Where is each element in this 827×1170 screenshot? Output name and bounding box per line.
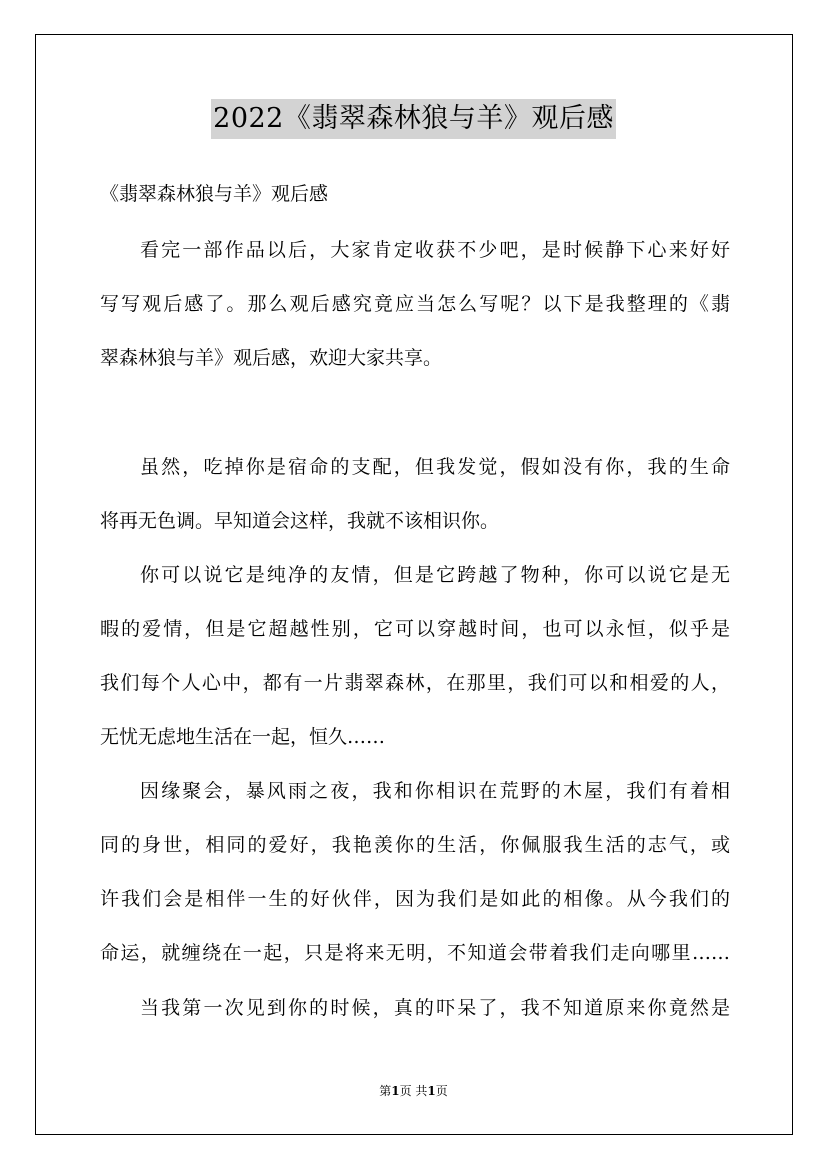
paragraph-line: 暇的爱情，但是它超越性别，它可以穿越时间，也可以永恒，似乎是 — [100, 618, 730, 640]
page-number-footer — [0, 1083, 827, 1099]
title-container — [0, 99, 827, 139]
paragraph-line: 我们每个人心中，都有一片翡翠森林，在那里，我们可以和相爱的人， — [100, 672, 730, 694]
paragraph-line: 将再无色调。早知道会这样，我就不该相识你。 — [100, 510, 500, 532]
total-page-number: 1 — [427, 1084, 436, 1098]
paragraph-line: 无忧无虑地生活在一起，恒久…… — [100, 726, 386, 748]
paragraph-line: 当我第一次见到你的时候，真的吓呆了，我不知道原来你竟然是 — [140, 997, 730, 1019]
paragraph-line: 同的身世，相同的爱好，我艳羡你的生活，你佩服我生活的志气，或 — [100, 834, 730, 856]
paragraph-line: 因缘聚会，暴风雨之夜，我和你相识在荒野的木屋，我们有着相 — [140, 780, 730, 802]
current-page-number: 1 — [391, 1084, 400, 1098]
paragraph-line: 你可以说它是纯净的友情，但是它跨越了物种，你可以说它是无 — [140, 564, 730, 586]
page-label-mid: 页 共 — [399, 1084, 428, 1098]
paragraph-line: 翠森林狼与羊》观后感，欢迎大家共享。 — [100, 347, 443, 369]
paragraph-line: 虽然，吃掉你是宿命的支配，但我发觉，假如没有你，我的生命 — [140, 456, 730, 478]
paragraph-line: 许我们会是相伴一生的好伙伴，因为我们是如此的相像。从今我们的 — [100, 888, 730, 910]
paragraph-line: 命运，就缠绕在一起，只是将来无明，不知道会带着我们走向哪里…… — [100, 942, 730, 964]
paragraph-line: 看完一部作品以后，大家肯定收获不少吧，是时候静下心来好好 — [140, 239, 730, 261]
paragraph-line: 写写观后感了。那么观后感究竟应当怎么写呢？以下是我整理的《翡 — [100, 293, 730, 315]
document-subtitle: 《翡翠森林狼与羊》观后感 — [100, 183, 329, 205]
document-title: 2022《翡翠森林狼与羊》观后感 — [211, 99, 616, 139]
page-label-prefix: 第 — [379, 1084, 392, 1098]
page-label-suffix: 页 — [435, 1084, 448, 1098]
